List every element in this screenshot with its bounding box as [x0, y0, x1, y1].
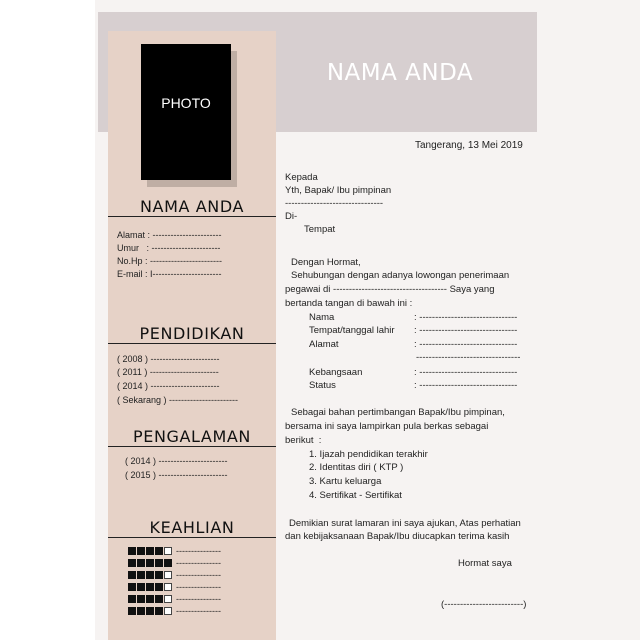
- letter-body: bersama ini saya lampirkan pula berkas sebagai: [285, 421, 489, 432]
- contact-address: Alamat : -----------------------: [117, 230, 222, 240]
- skill-filled-square: [128, 547, 136, 555]
- recipient-line: -------------------------------: [285, 198, 384, 209]
- skill-label: ---------------: [176, 606, 221, 616]
- skill-filled-square: [137, 559, 145, 567]
- education-item: ( 2014 ) -----------------------: [117, 381, 220, 391]
- attachment-item: 1. Ijazah pendidikan terakhir: [309, 449, 428, 460]
- skill-filled-square: [155, 547, 163, 555]
- letter-intro: bertanda tangan di bawah ini :: [285, 298, 413, 309]
- field-label: Tempat/tanggal lahir: [309, 325, 395, 336]
- letter-intro: pegawai di ------------------------------------ Saya yang: [285, 284, 495, 295]
- skill-filled-square: [137, 571, 145, 579]
- skill-filled-square: [137, 583, 145, 591]
- skill-filled-square: [146, 547, 154, 555]
- skill-filled-square: [164, 559, 172, 567]
- photo-placeholder: [141, 44, 231, 180]
- skill-rating-row: [128, 559, 221, 567]
- skill-filled-square: [155, 595, 163, 603]
- skill-filled-square: [137, 595, 145, 603]
- field-value: : -------------------------------: [414, 312, 518, 323]
- skill-filled-square: [146, 607, 154, 615]
- skill-label: ---------------: [176, 570, 221, 580]
- skill-filled-square: [128, 607, 136, 615]
- field-value: ---------------------------------: [416, 352, 521, 363]
- skill-label: ---------------: [176, 582, 221, 592]
- education-divider: [108, 343, 276, 344]
- letter-closing: Demikian surat lamaran ini saya ajukan, Atas perhatian: [289, 518, 521, 529]
- attachment-item: 4. Sertifikat - Sertifikat: [309, 490, 402, 501]
- recipient-line: Yth, Bapak/ Ibu pimpinan: [285, 185, 392, 196]
- skill-filled-square: [155, 559, 163, 567]
- skill-rating-row: [128, 547, 221, 555]
- skill-filled-square: [146, 571, 154, 579]
- letter-regards: Hormat saya: [458, 558, 512, 569]
- contact-email: E-mail : I-----------------------: [117, 269, 222, 279]
- field-label: Alamat: [309, 339, 339, 350]
- contact-age: Umur : -----------------------: [117, 243, 221, 253]
- skill-filled-square: [137, 607, 145, 615]
- field-value: : -------------------------------: [414, 380, 518, 391]
- field-label: Kebangsaan: [309, 367, 363, 378]
- skill-filled-square: [155, 583, 163, 591]
- skills-title: KEAHLIAN: [149, 518, 235, 537]
- skill-filled-square: [128, 571, 136, 579]
- field-label: Status: [309, 380, 336, 391]
- experience-item: ( 2015 ) -----------------------: [125, 470, 228, 480]
- name-divider: [108, 216, 276, 217]
- education-title: PENDIDIKAN: [139, 324, 245, 343]
- skill-filled-square: [128, 595, 136, 603]
- photo-label: PHOTO: [161, 95, 211, 111]
- skill-rating-row: [128, 595, 221, 603]
- skill-filled-square: [146, 583, 154, 591]
- experience-divider: [108, 446, 276, 447]
- education-item: ( 2011 ) -----------------------: [117, 367, 219, 377]
- field-value: : -------------------------------: [414, 339, 518, 350]
- skill-label: ---------------: [176, 594, 221, 604]
- skill-label: ---------------: [176, 546, 221, 556]
- field-value: : -------------------------------: [414, 367, 518, 378]
- skill-rating-row: [128, 583, 221, 591]
- letter-date: Tangerang, 13 Mei 2019: [415, 140, 523, 151]
- skill-filled-square: [128, 559, 136, 567]
- skill-filled-square: [155, 571, 163, 579]
- experience-title: PENGALAMAN: [132, 427, 251, 446]
- education-item: ( 2008 ) -----------------------: [117, 354, 220, 364]
- field-label: Nama: [309, 312, 335, 323]
- skill-empty-square: [164, 607, 172, 615]
- attachment-item: 2. Identitas diri ( KTP ): [309, 462, 404, 473]
- skill-filled-square: [146, 595, 154, 603]
- skill-empty-square: [164, 571, 172, 579]
- skill-filled-square: [137, 547, 145, 555]
- skill-empty-square: [164, 547, 172, 555]
- recipient-line: Kepada: [285, 172, 318, 183]
- letter-body: berikut :: [285, 435, 322, 446]
- attachment-item: 3. Kartu keluarga: [309, 476, 382, 487]
- recipient-line: Di-: [285, 211, 298, 222]
- skill-empty-square: [164, 583, 172, 591]
- skills-divider: [108, 537, 276, 538]
- recipient-line: Tempat: [304, 224, 336, 235]
- letter-closing: dan kebijaksanaan Bapak/Ibu diucapkan terima kasih: [285, 531, 510, 542]
- skill-rating-row: [128, 607, 221, 615]
- skill-label: ---------------: [176, 558, 221, 568]
- contact-phone: No.Hp : ------------------------: [117, 256, 222, 266]
- field-value: : -------------------------------: [414, 325, 518, 336]
- skill-filled-square: [128, 583, 136, 591]
- experience-item: ( 2014 ) -----------------------: [125, 456, 228, 466]
- skill-filled-square: [155, 607, 163, 615]
- sidebar-name: NAMA ANDA: [139, 197, 245, 216]
- signature-line: (-------------------------): [441, 599, 527, 610]
- header-name: NAMA ANDA: [326, 60, 474, 86]
- skill-filled-square: [146, 559, 154, 567]
- letter-intro: Sehubungan dengan adanya lowongan penerimaan: [291, 270, 510, 281]
- education-item: ( Sekarang ) -----------------------: [117, 395, 238, 405]
- skill-empty-square: [164, 595, 172, 603]
- letter-body: Sebagai bahan pertimbangan Bapak/Ibu pimpinan,: [291, 407, 505, 418]
- letter-greeting: Dengan Hormat,: [291, 257, 361, 268]
- skill-rating-row: [128, 571, 221, 579]
